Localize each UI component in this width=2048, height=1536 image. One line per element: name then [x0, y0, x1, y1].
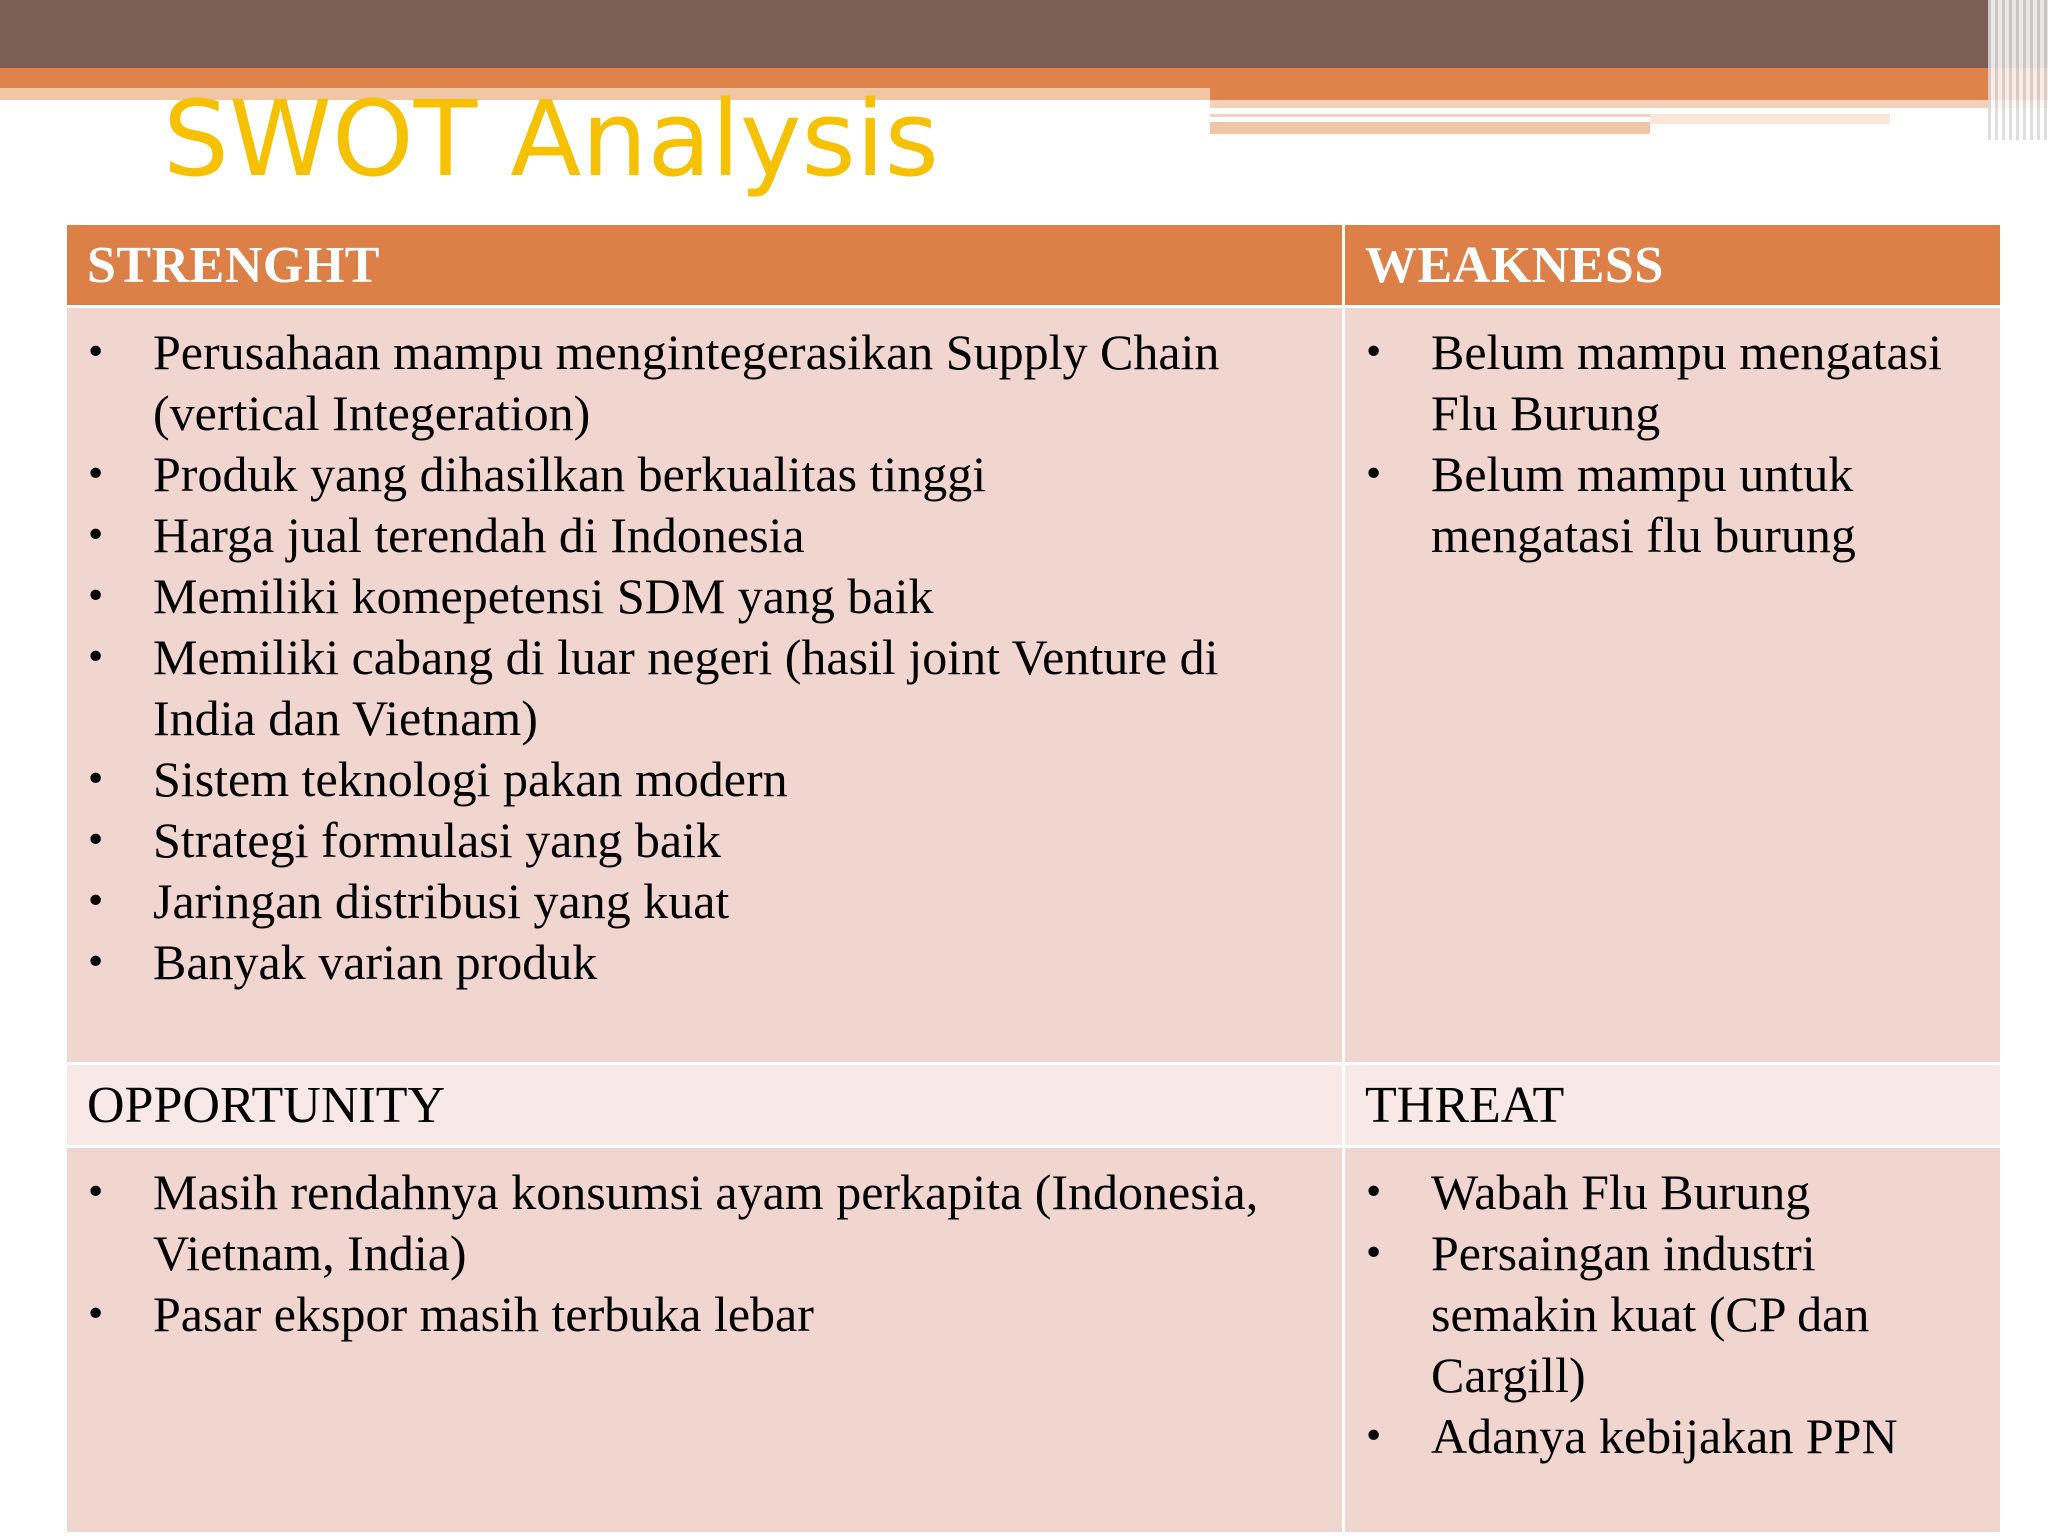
list-item	[67, 932, 1342, 993]
bullet-icon: •	[1363, 1172, 1385, 1213]
content-row-bottom	[66, 1147, 2002, 1534]
bullet-icon: •	[1363, 454, 1385, 495]
list-item-text: Perusahaan mampu mengintegerasikan Supply Chain (vertical Integeration)	[153, 324, 1220, 441]
list-item-text: Belum mampu untuk mengatasi flu burung	[1431, 446, 1856, 563]
list-item	[67, 871, 1342, 932]
list-item-text: Produk yang dihasilkan berkualitas tinggi	[153, 446, 987, 502]
list-item	[1345, 1223, 2000, 1406]
weakness-list	[1345, 322, 2000, 566]
list-item	[67, 322, 1342, 444]
list-item	[67, 1162, 1342, 1284]
list-item-text: Memiliki cabang di luar negeri (hasil joint Venture di India dan Vietnam)	[153, 629, 1219, 746]
weakness-cell	[1344, 307, 2002, 1064]
accent-line	[1650, 114, 1890, 124]
list-item	[67, 505, 1342, 566]
corner-stripes	[1988, 0, 2048, 140]
list-item	[67, 444, 1342, 505]
bullet-icon: •	[85, 881, 107, 922]
list-item-text: Harga jual terendah di Indonesia	[153, 507, 805, 563]
bullet-icon: •	[1363, 1233, 1385, 1274]
list-item-text: Sistem teknologi pakan modern	[153, 751, 788, 807]
swot-table	[64, 222, 2003, 1535]
list-item-text: Persaingan industri semakin kuat (CP dan Cargill)	[1431, 1225, 1870, 1403]
accent-line	[1210, 100, 2048, 108]
opportunity-header: OPPORTUNITY	[66, 1064, 1344, 1147]
bullet-icon: •	[85, 576, 107, 617]
list-item-text: Memiliki komepetensi SDM yang baik	[153, 568, 934, 624]
list-item-text: Strategi formulasi yang baik	[153, 812, 721, 868]
strength-list	[67, 322, 1342, 993]
bullet-icon: •	[85, 454, 107, 495]
bullet-icon: •	[85, 1294, 107, 1335]
accent-line	[1210, 114, 1650, 117]
threat-list	[1345, 1162, 2000, 1467]
list-item	[67, 1284, 1342, 1345]
strength-header: STRENGHT	[66, 224, 1344, 307]
content-row-top	[66, 307, 2002, 1064]
header-row-bottom	[66, 1064, 2002, 1147]
list-item	[67, 749, 1342, 810]
list-item	[1345, 1406, 2000, 1467]
bullet-icon: •	[1363, 332, 1385, 373]
bullet-icon: •	[85, 515, 107, 556]
bullet-icon: •	[85, 1172, 107, 1213]
bullet-icon: •	[85, 820, 107, 861]
accent-band-right	[1210, 88, 2048, 100]
header-row-top	[66, 224, 2002, 307]
list-item-text: Adanya kebijakan PPN	[1431, 1408, 1898, 1464]
strength-cell	[66, 307, 1344, 1064]
list-item-text: Belum mampu mengatasi Flu Burung	[1431, 324, 1943, 441]
list-item-text: Masih rendahnya konsumsi ayam perkapita (Indonesia, Vietnam, India)	[153, 1164, 1259, 1281]
bullet-icon: •	[85, 942, 107, 983]
list-item	[1345, 1162, 2000, 1223]
list-item	[67, 627, 1342, 749]
list-item	[67, 810, 1342, 871]
threat-cell	[1344, 1147, 2002, 1534]
weakness-header: WEAKNESS	[1344, 224, 2002, 307]
bullet-icon: •	[1363, 1416, 1385, 1457]
top-band	[0, 0, 2048, 68]
list-item-text: Banyak varian produk	[153, 934, 598, 990]
opportunity-cell	[66, 1147, 1344, 1534]
list-item	[1345, 444, 2000, 566]
bullet-icon: •	[85, 332, 107, 373]
accent-line	[1210, 122, 1650, 134]
list-item-text: Wabah Flu Burung	[1431, 1164, 1811, 1220]
list-item-text: Pasar ekspor masih terbuka lebar	[153, 1286, 814, 1342]
list-item-text: Jaringan distribusi yang kuat	[153, 873, 730, 929]
bullet-icon: •	[85, 637, 107, 678]
list-item	[67, 566, 1342, 627]
threat-header: THREAT	[1344, 1064, 2002, 1147]
slide-title: SWOT Analysis	[163, 78, 939, 200]
list-item	[1345, 322, 2000, 444]
bullet-icon: •	[85, 759, 107, 800]
opportunity-list	[67, 1162, 1342, 1345]
